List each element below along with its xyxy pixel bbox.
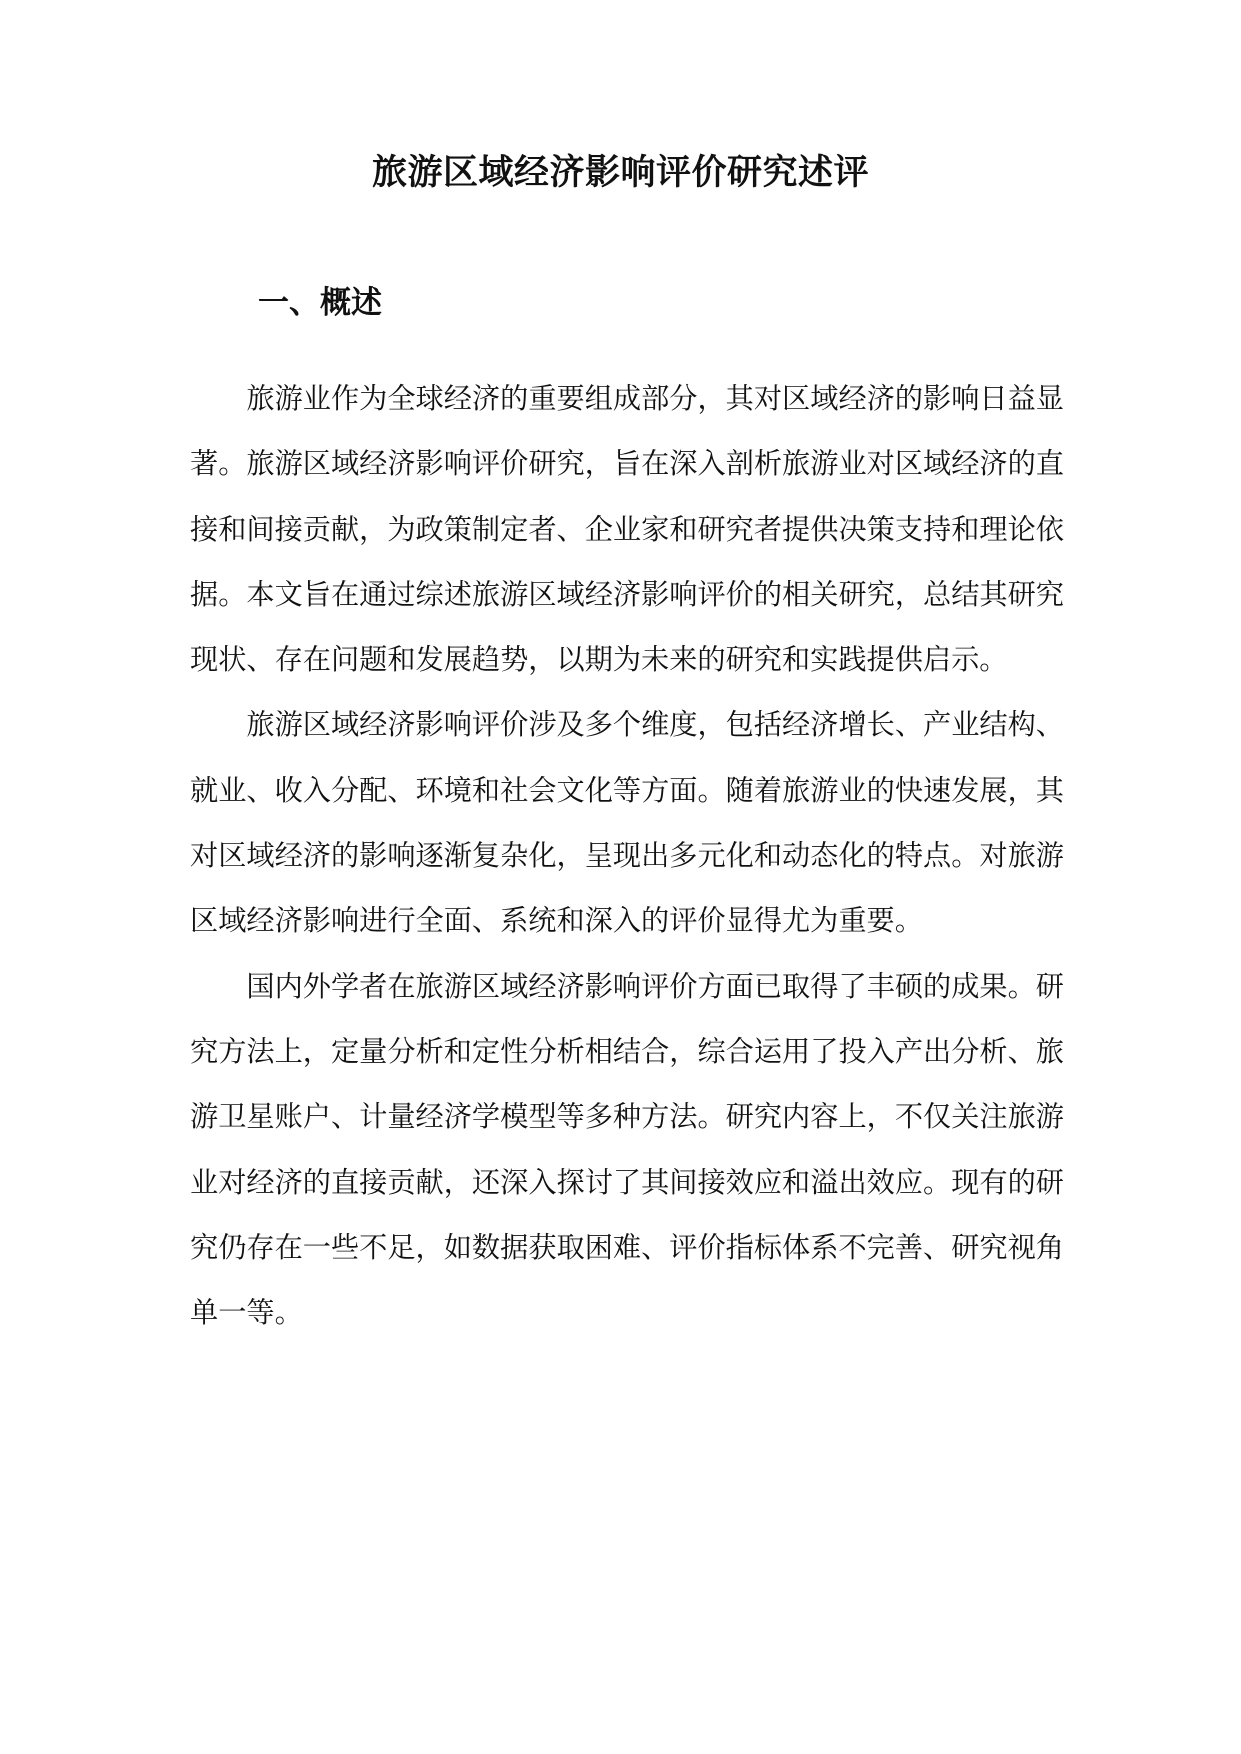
document-body [190, 366, 1064, 1345]
document-title: 旅游区域经济影响评价研究述评 [371, 152, 869, 193]
body-paragraph: 旅游区域经济影响评价涉及多个维度，包括经济增长、产业结构、就业、收入分配、环境和社会文化等方面。随着旅游业的快速发展，其对区域经济的影响逐渐复杂化，呈现出多元化和动态化的特点。对旅游区域经济影响进行全面、系统和深入的评价显得尤为重要。 [190, 708, 1064, 938]
body-paragraph: 国内外学者在旅游区域经济影响评价方面已取得了丰硕的成果。研究方法上，定量分析和定性分析相结合，综合运用了投入产出分析、旅游卫星账户、计量经济学模型等多种方法。研究内容上，不仅关注旅游业对经济的直接贡献，还深入探讨了其间接效应和溢出效应。现有的研究仍存在一些不足，如数据获取困难、评价指标体系不完善、研究视角单一等。 [190, 969, 1064, 1330]
body-paragraph: 旅游业作为全球经济的重要组成部分，其对区域经济的影响日益显著。旅游区域经济影响评价研究，旨在深入剖析旅游业对区域经济的直接和间接贡献，为政策制定者、企业家和研究者提供决策支持和理论依据。本文旨在通过综述旅游区域经济影响评价的相关研究，总结其研究现状、存在问题和发展趋势，以期为未来的研究和实践提供启示。 [190, 382, 1064, 677]
section-heading: 一、概述 [258, 285, 382, 321]
